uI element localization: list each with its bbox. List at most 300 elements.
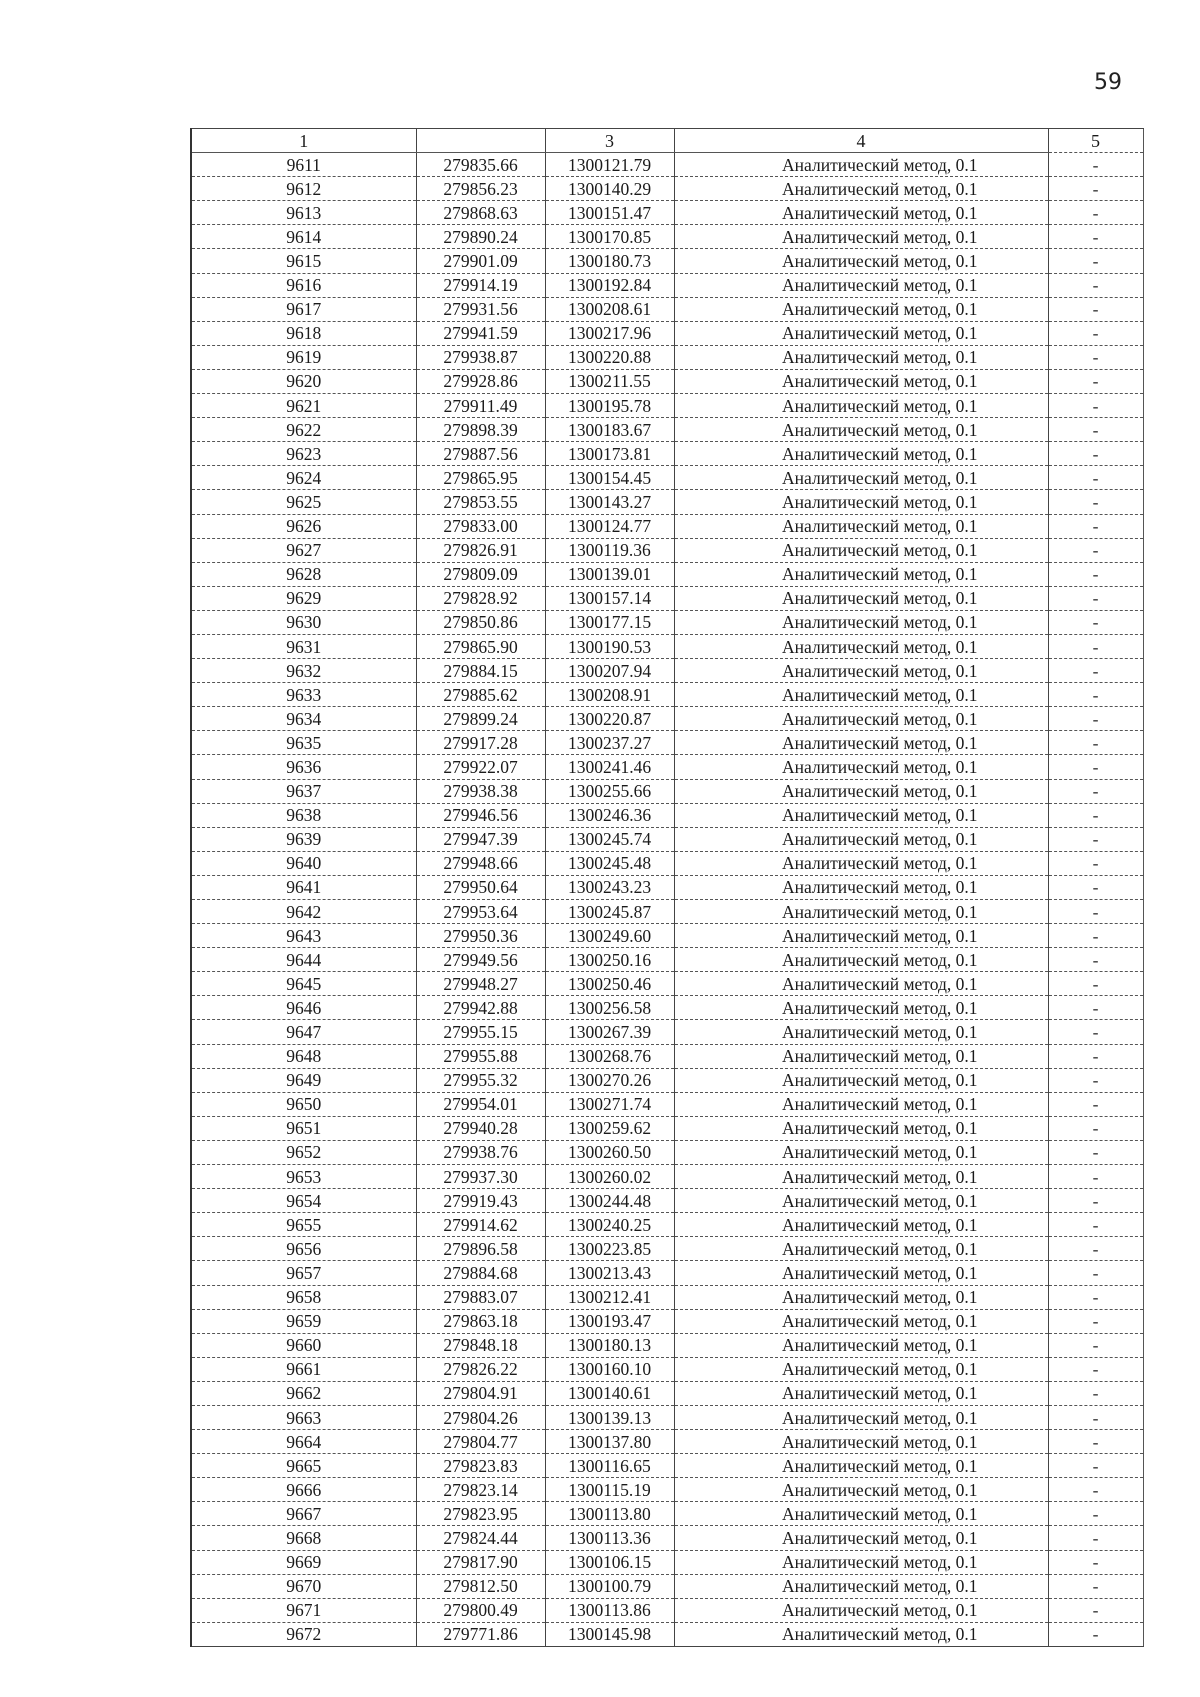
method-cell: Аналитический метод, 0.1 <box>674 996 1048 1020</box>
method-cell: Аналитический метод, 0.1 <box>674 610 1048 634</box>
point-number-cell: 9669 <box>191 1550 416 1574</box>
method-cell: Аналитический метод, 0.1 <box>674 273 1048 297</box>
x-coordinate-cell: 279804.77 <box>416 1430 545 1454</box>
table-row <box>191 683 1143 707</box>
table-row <box>191 442 1143 466</box>
method-cell: Аналитический метод, 0.1 <box>674 394 1048 418</box>
x-coordinate-cell: 279800.49 <box>416 1598 545 1622</box>
x-coordinate-cell: 279856.23 <box>416 177 545 201</box>
y-coordinate-cell: 1300173.81 <box>545 442 674 466</box>
note-cell: - <box>1048 755 1143 779</box>
coordinates-table <box>190 128 1144 1647</box>
note-cell: - <box>1048 1502 1143 1526</box>
method-cell: Аналитический метод, 0.1 <box>674 1502 1048 1526</box>
note-cell: - <box>1048 249 1143 273</box>
x-coordinate-cell: 279928.86 <box>416 369 545 393</box>
method-cell: Аналитический метод, 0.1 <box>674 297 1048 321</box>
x-coordinate-cell: 279955.15 <box>416 1020 545 1044</box>
x-coordinate-cell: 279812.50 <box>416 1574 545 1598</box>
note-cell: - <box>1048 779 1143 803</box>
point-number-cell: 9645 <box>191 972 416 996</box>
table-row <box>191 1381 1143 1405</box>
point-number-cell: 9647 <box>191 1020 416 1044</box>
y-coordinate-cell: 1300223.85 <box>545 1237 674 1261</box>
x-coordinate-cell: 279853.55 <box>416 490 545 514</box>
table-row <box>191 394 1143 418</box>
method-cell: Аналитический метод, 0.1 <box>674 249 1048 273</box>
note-cell: - <box>1048 1189 1143 1213</box>
table-row <box>191 490 1143 514</box>
table-row <box>191 1285 1143 1309</box>
x-coordinate-cell: 279938.87 <box>416 345 545 369</box>
table-row <box>191 875 1143 899</box>
y-coordinate-cell: 1300157.14 <box>545 586 674 610</box>
y-coordinate-cell: 1300220.87 <box>545 707 674 731</box>
point-number-cell: 9612 <box>191 177 416 201</box>
y-coordinate-cell: 1300140.61 <box>545 1381 674 1405</box>
method-cell: Аналитический метод, 0.1 <box>674 1526 1048 1550</box>
x-coordinate-cell: 279826.91 <box>416 538 545 562</box>
point-number-cell: 9628 <box>191 562 416 586</box>
table-row <box>191 1622 1143 1646</box>
table-row <box>191 827 1143 851</box>
x-coordinate-cell: 279955.32 <box>416 1068 545 1092</box>
table-row <box>191 297 1143 321</box>
y-coordinate-cell: 1300113.86 <box>545 1598 674 1622</box>
note-cell: - <box>1048 514 1143 538</box>
point-number-cell: 9666 <box>191 1478 416 1502</box>
table-row <box>191 924 1143 948</box>
x-coordinate-cell: 279931.56 <box>416 297 545 321</box>
method-cell: Аналитический метод, 0.1 <box>674 755 1048 779</box>
x-coordinate-cell: 279887.56 <box>416 442 545 466</box>
x-coordinate-cell: 279946.56 <box>416 803 545 827</box>
x-coordinate-cell: 279947.39 <box>416 827 545 851</box>
x-coordinate-cell: 279863.18 <box>416 1309 545 1333</box>
y-coordinate-cell: 1300145.98 <box>545 1622 674 1646</box>
y-coordinate-cell: 1300143.27 <box>545 490 674 514</box>
method-cell: Аналитический метод, 0.1 <box>674 538 1048 562</box>
y-coordinate-cell: 1300249.60 <box>545 924 674 948</box>
point-number-cell: 9672 <box>191 1622 416 1646</box>
method-cell: Аналитический метод, 0.1 <box>674 659 1048 683</box>
x-coordinate-cell: 279901.09 <box>416 249 545 273</box>
y-coordinate-cell: 1300268.76 <box>545 1044 674 1068</box>
table-row <box>191 1092 1143 1116</box>
method-cell: Аналитический метод, 0.1 <box>674 586 1048 610</box>
note-cell: - <box>1048 851 1143 875</box>
method-cell: Аналитический метод, 0.1 <box>674 1430 1048 1454</box>
y-coordinate-cell: 1300260.02 <box>545 1165 674 1189</box>
method-cell: Аналитический метод, 0.1 <box>674 1357 1048 1381</box>
y-coordinate-cell: 1300243.23 <box>545 875 674 899</box>
y-coordinate-cell: 1300180.73 <box>545 249 674 273</box>
table-row <box>191 948 1143 972</box>
y-coordinate-cell: 1300195.78 <box>545 394 674 418</box>
table-row <box>191 369 1143 393</box>
x-coordinate-cell: 279911.49 <box>416 394 545 418</box>
x-coordinate-cell: 279940.28 <box>416 1116 545 1140</box>
x-coordinate-cell: 279938.76 <box>416 1140 545 1164</box>
note-cell: - <box>1048 972 1143 996</box>
note-cell: - <box>1048 394 1143 418</box>
method-cell: Аналитический метод, 0.1 <box>674 321 1048 345</box>
point-number-cell: 9668 <box>191 1526 416 1550</box>
method-cell: Аналитический метод, 0.1 <box>674 1454 1048 1478</box>
note-cell: - <box>1048 369 1143 393</box>
table-row <box>191 321 1143 345</box>
table-row <box>191 153 1143 177</box>
note-cell: - <box>1048 1092 1143 1116</box>
y-coordinate-cell: 1300106.15 <box>545 1550 674 1574</box>
y-coordinate-cell: 1300154.45 <box>545 466 674 490</box>
x-coordinate-cell: 279914.19 <box>416 273 545 297</box>
note-cell: - <box>1048 1574 1143 1598</box>
table-row <box>191 1454 1143 1478</box>
y-coordinate-cell: 1300217.96 <box>545 321 674 345</box>
table-row <box>191 996 1143 1020</box>
method-cell: Аналитический метод, 0.1 <box>674 466 1048 490</box>
point-number-cell: 9651 <box>191 1116 416 1140</box>
y-coordinate-cell: 1300139.13 <box>545 1405 674 1429</box>
table-row <box>191 707 1143 731</box>
y-coordinate-cell: 1300208.91 <box>545 683 674 707</box>
point-number-cell: 9632 <box>191 659 416 683</box>
x-coordinate-cell: 279883.07 <box>416 1285 545 1309</box>
table-row <box>191 731 1143 755</box>
table-row <box>191 1189 1143 1213</box>
note-cell: - <box>1048 1044 1143 1068</box>
point-number-cell: 9652 <box>191 1140 416 1164</box>
note-cell: - <box>1048 1140 1143 1164</box>
y-coordinate-cell: 1300160.10 <box>545 1357 674 1381</box>
method-cell: Аналитический метод, 0.1 <box>674 1405 1048 1429</box>
table-row <box>191 1140 1143 1164</box>
y-coordinate-cell: 1300267.39 <box>545 1020 674 1044</box>
point-number-cell: 9627 <box>191 538 416 562</box>
note-cell: - <box>1048 1357 1143 1381</box>
y-coordinate-cell: 1300255.66 <box>545 779 674 803</box>
point-number-cell: 9649 <box>191 1068 416 1092</box>
point-number-cell: 9635 <box>191 731 416 755</box>
note-cell: - <box>1048 659 1143 683</box>
method-cell: Аналитический метод, 0.1 <box>674 1189 1048 1213</box>
note-cell: - <box>1048 1020 1143 1044</box>
x-coordinate-cell: 279954.01 <box>416 1092 545 1116</box>
y-coordinate-cell: 1300180.13 <box>545 1333 674 1357</box>
point-number-cell: 9661 <box>191 1357 416 1381</box>
note-cell: - <box>1048 610 1143 634</box>
note-cell: - <box>1048 707 1143 731</box>
method-cell: Аналитический метод, 0.1 <box>674 369 1048 393</box>
note-cell: - <box>1048 900 1143 924</box>
point-number-cell: 9667 <box>191 1502 416 1526</box>
method-cell: Аналитический метод, 0.1 <box>674 153 1048 177</box>
x-coordinate-cell: 279890.24 <box>416 225 545 249</box>
method-cell: Аналитический метод, 0.1 <box>674 731 1048 755</box>
x-coordinate-cell: 279833.00 <box>416 514 545 538</box>
note-cell: - <box>1048 1333 1143 1357</box>
note-cell: - <box>1048 442 1143 466</box>
point-number-cell: 9611 <box>191 153 416 177</box>
point-number-cell: 9626 <box>191 514 416 538</box>
x-coordinate-cell: 279941.59 <box>416 321 545 345</box>
point-number-cell: 9613 <box>191 201 416 225</box>
note-cell: - <box>1048 634 1143 658</box>
table-row <box>191 249 1143 273</box>
x-coordinate-cell: 279885.62 <box>416 683 545 707</box>
point-number-cell: 9637 <box>191 779 416 803</box>
method-cell: Аналитический метод, 0.1 <box>674 1598 1048 1622</box>
x-coordinate-cell: 279884.15 <box>416 659 545 683</box>
method-cell: Аналитический метод, 0.1 <box>674 1020 1048 1044</box>
point-number-cell: 9621 <box>191 394 416 418</box>
y-coordinate-cell: 1300241.46 <box>545 755 674 779</box>
x-coordinate-cell: 279950.64 <box>416 875 545 899</box>
y-coordinate-cell: 1300220.88 <box>545 345 674 369</box>
method-cell: Аналитический метод, 0.1 <box>674 418 1048 442</box>
method-cell: Аналитический метод, 0.1 <box>674 803 1048 827</box>
method-cell: Аналитический метод, 0.1 <box>674 1550 1048 1574</box>
table-row <box>191 1430 1143 1454</box>
y-coordinate-cell: 1300151.47 <box>545 201 674 225</box>
y-coordinate-cell: 1300250.16 <box>545 948 674 972</box>
x-coordinate-cell: 279950.36 <box>416 924 545 948</box>
point-number-cell: 9624 <box>191 466 416 490</box>
x-coordinate-cell: 279899.24 <box>416 707 545 731</box>
point-number-cell: 9656 <box>191 1237 416 1261</box>
table-row <box>191 634 1143 658</box>
point-number-cell: 9663 <box>191 1405 416 1429</box>
x-coordinate-cell: 279828.92 <box>416 586 545 610</box>
note-cell: - <box>1048 803 1143 827</box>
table-row <box>191 273 1143 297</box>
table-row <box>191 972 1143 996</box>
method-cell: Аналитический метод, 0.1 <box>674 1574 1048 1598</box>
note-cell: - <box>1048 683 1143 707</box>
point-number-cell: 9620 <box>191 369 416 393</box>
column-header-1: 1 <box>191 129 416 153</box>
y-coordinate-cell: 1300245.87 <box>545 900 674 924</box>
table-row <box>191 1478 1143 1502</box>
table-header-row <box>191 129 1143 153</box>
x-coordinate-cell: 279919.43 <box>416 1189 545 1213</box>
point-number-cell: 9630 <box>191 610 416 634</box>
y-coordinate-cell: 1300116.65 <box>545 1454 674 1478</box>
x-coordinate-cell: 279948.27 <box>416 972 545 996</box>
note-cell: - <box>1048 1285 1143 1309</box>
table-row <box>191 1502 1143 1526</box>
x-coordinate-cell: 279868.63 <box>416 201 545 225</box>
point-number-cell: 9629 <box>191 586 416 610</box>
method-cell: Аналитический метод, 0.1 <box>674 875 1048 899</box>
point-number-cell: 9660 <box>191 1333 416 1357</box>
point-number-cell: 9650 <box>191 1092 416 1116</box>
point-number-cell: 9622 <box>191 418 416 442</box>
point-number-cell: 9644 <box>191 948 416 972</box>
note-cell: - <box>1048 345 1143 369</box>
x-coordinate-cell: 279823.95 <box>416 1502 545 1526</box>
x-coordinate-cell: 279953.64 <box>416 900 545 924</box>
table-row <box>191 1598 1143 1622</box>
table-body <box>191 153 1143 1647</box>
point-number-cell: 9658 <box>191 1285 416 1309</box>
table-row <box>191 466 1143 490</box>
y-coordinate-cell: 1300183.67 <box>545 418 674 442</box>
table-row <box>191 1405 1143 1429</box>
y-coordinate-cell: 1300115.19 <box>545 1478 674 1502</box>
note-cell: - <box>1048 466 1143 490</box>
x-coordinate-cell: 279955.88 <box>416 1044 545 1068</box>
point-number-cell: 9614 <box>191 225 416 249</box>
y-coordinate-cell: 1300139.01 <box>545 562 674 586</box>
point-number-cell: 9648 <box>191 1044 416 1068</box>
x-coordinate-cell: 279823.14 <box>416 1478 545 1502</box>
table-row <box>191 1261 1143 1285</box>
note-cell: - <box>1048 1550 1143 1574</box>
note-cell: - <box>1048 1261 1143 1285</box>
point-number-cell: 9641 <box>191 875 416 899</box>
y-coordinate-cell: 1300190.53 <box>545 634 674 658</box>
method-cell: Аналитический метод, 0.1 <box>674 514 1048 538</box>
y-coordinate-cell: 1300207.94 <box>545 659 674 683</box>
method-cell: Аналитический метод, 0.1 <box>674 345 1048 369</box>
point-number-cell: 9642 <box>191 900 416 924</box>
coordinates-table-container <box>190 128 1142 1647</box>
table-row <box>191 1213 1143 1237</box>
y-coordinate-cell: 1300213.43 <box>545 1261 674 1285</box>
x-coordinate-cell: 279804.26 <box>416 1405 545 1429</box>
table-row <box>191 562 1143 586</box>
table-row <box>191 225 1143 249</box>
x-coordinate-cell: 279804.91 <box>416 1381 545 1405</box>
method-cell: Аналитический метод, 0.1 <box>674 1213 1048 1237</box>
y-coordinate-cell: 1300270.26 <box>545 1068 674 1092</box>
note-cell: - <box>1048 1478 1143 1502</box>
y-coordinate-cell: 1300240.25 <box>545 1213 674 1237</box>
method-cell: Аналитический метод, 0.1 <box>674 683 1048 707</box>
point-number-cell: 9662 <box>191 1381 416 1405</box>
point-number-cell: 9618 <box>191 321 416 345</box>
column-header-4: 4 <box>674 129 1048 153</box>
y-coordinate-cell: 1300244.48 <box>545 1189 674 1213</box>
y-coordinate-cell: 1300137.80 <box>545 1430 674 1454</box>
note-cell: - <box>1048 586 1143 610</box>
point-number-cell: 9616 <box>191 273 416 297</box>
method-cell: Аналитический метод, 0.1 <box>674 1068 1048 1092</box>
note-cell: - <box>1048 1381 1143 1405</box>
note-cell: - <box>1048 1405 1143 1429</box>
point-number-cell: 9655 <box>191 1213 416 1237</box>
x-coordinate-cell: 279896.58 <box>416 1237 545 1261</box>
table-row <box>191 345 1143 369</box>
point-number-cell: 9619 <box>191 345 416 369</box>
point-number-cell: 9633 <box>191 683 416 707</box>
y-coordinate-cell: 1300192.84 <box>545 273 674 297</box>
method-cell: Аналитический метод, 0.1 <box>674 1044 1048 1068</box>
x-coordinate-cell: 279823.83 <box>416 1454 545 1478</box>
table-row <box>191 1357 1143 1381</box>
note-cell: - <box>1048 297 1143 321</box>
method-cell: Аналитический метод, 0.1 <box>674 1309 1048 1333</box>
method-cell: Аналитический метод, 0.1 <box>674 1092 1048 1116</box>
table-row <box>191 779 1143 803</box>
y-coordinate-cell: 1300177.15 <box>545 610 674 634</box>
y-coordinate-cell: 1300208.61 <box>545 297 674 321</box>
x-coordinate-cell: 279850.86 <box>416 610 545 634</box>
x-coordinate-cell: 279942.88 <box>416 996 545 1020</box>
method-cell: Аналитический метод, 0.1 <box>674 225 1048 249</box>
table-row <box>191 1165 1143 1189</box>
table-row <box>191 803 1143 827</box>
note-cell: - <box>1048 490 1143 514</box>
point-number-cell: 9657 <box>191 1261 416 1285</box>
table-row <box>191 1309 1143 1333</box>
method-cell: Аналитический метод, 0.1 <box>674 827 1048 851</box>
method-cell: Аналитический метод, 0.1 <box>674 1261 1048 1285</box>
x-coordinate-cell: 279865.90 <box>416 634 545 658</box>
note-cell: - <box>1048 1598 1143 1622</box>
y-coordinate-cell: 1300211.55 <box>545 369 674 393</box>
x-coordinate-cell: 279848.18 <box>416 1333 545 1357</box>
method-cell: Аналитический метод, 0.1 <box>674 948 1048 972</box>
x-coordinate-cell: 279948.66 <box>416 851 545 875</box>
table-row <box>191 418 1143 442</box>
note-cell: - <box>1048 827 1143 851</box>
y-coordinate-cell: 1300246.36 <box>545 803 674 827</box>
x-coordinate-cell: 279835.66 <box>416 153 545 177</box>
table-row <box>191 851 1143 875</box>
table-row <box>191 1237 1143 1261</box>
table-row <box>191 177 1143 201</box>
note-cell: - <box>1048 201 1143 225</box>
table-row <box>191 514 1143 538</box>
note-cell: - <box>1048 924 1143 948</box>
table-row <box>191 1068 1143 1092</box>
point-number-cell: 9664 <box>191 1430 416 1454</box>
note-cell: - <box>1048 321 1143 345</box>
y-coordinate-cell: 1300245.48 <box>545 851 674 875</box>
y-coordinate-cell: 1300124.77 <box>545 514 674 538</box>
method-cell: Аналитический метод, 0.1 <box>674 1165 1048 1189</box>
method-cell: Аналитический метод, 0.1 <box>674 779 1048 803</box>
x-coordinate-cell: 279865.95 <box>416 466 545 490</box>
point-number-cell: 9646 <box>191 996 416 1020</box>
x-coordinate-cell: 279817.90 <box>416 1550 545 1574</box>
point-number-cell: 9625 <box>191 490 416 514</box>
column-header-5: 5 <box>1048 129 1143 153</box>
point-number-cell: 9638 <box>191 803 416 827</box>
x-coordinate-cell: 279914.62 <box>416 1213 545 1237</box>
table-row <box>191 201 1143 225</box>
y-coordinate-cell: 1300237.27 <box>545 731 674 755</box>
method-cell: Аналитический метод, 0.1 <box>674 1622 1048 1646</box>
method-cell: Аналитический метод, 0.1 <box>674 1237 1048 1261</box>
y-coordinate-cell: 1300260.50 <box>545 1140 674 1164</box>
point-number-cell: 9670 <box>191 1574 416 1598</box>
note-cell: - <box>1048 418 1143 442</box>
y-coordinate-cell: 1300271.74 <box>545 1092 674 1116</box>
y-coordinate-cell: 1300170.85 <box>545 225 674 249</box>
table-row <box>191 1333 1143 1357</box>
table-row <box>191 586 1143 610</box>
column-header-2 <box>416 129 545 153</box>
method-cell: Аналитический метод, 0.1 <box>674 1478 1048 1502</box>
method-cell: Аналитический метод, 0.1 <box>674 562 1048 586</box>
column-header-3: 3 <box>545 129 674 153</box>
y-coordinate-cell: 1300119.36 <box>545 538 674 562</box>
note-cell: - <box>1048 177 1143 201</box>
